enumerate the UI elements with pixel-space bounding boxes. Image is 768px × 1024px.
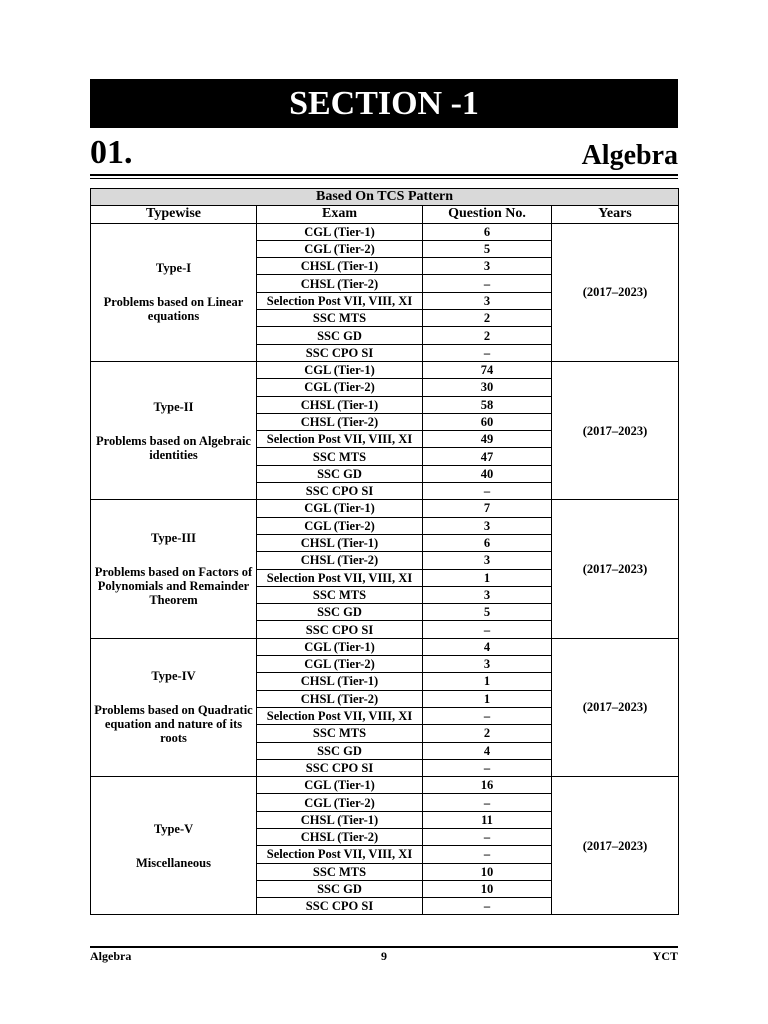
exam-cell: CHSL (Tier-2): [257, 690, 423, 707]
question-count-cell: –: [423, 621, 552, 638]
exam-cell: SSC GD: [257, 465, 423, 482]
table-row: [91, 500, 679, 517]
question-count-cell: –: [423, 794, 552, 811]
exam-cell: Selection Post VII, VIII, XI: [257, 431, 423, 448]
tcs-pattern-table: [90, 188, 679, 915]
exam-cell: SSC MTS: [257, 448, 423, 465]
question-count-cell: 2: [423, 310, 552, 327]
question-count-cell: 5: [423, 604, 552, 621]
chapter-header: [90, 132, 678, 172]
exam-cell: SSC GD: [257, 742, 423, 759]
exam-cell: CGL (Tier-2): [257, 379, 423, 396]
question-count-cell: –: [423, 483, 552, 500]
exam-cell: SSC GD: [257, 880, 423, 897]
type-label: Type-V: [153, 821, 194, 836]
table-row: [91, 223, 679, 240]
exam-cell: CGL (Tier-1): [257, 638, 423, 655]
exam-cell: SSC CPO SI: [257, 759, 423, 776]
type-label: Type-III: [151, 531, 196, 546]
question-count-cell: 6: [423, 534, 552, 551]
question-count-cell: 16: [423, 777, 552, 794]
question-count-cell: 4: [423, 638, 552, 655]
question-count-cell: 3: [423, 517, 552, 534]
column-header-years: Years: [552, 206, 679, 223]
column-header-question-no: Question No.: [423, 206, 552, 223]
exam-cell: Selection Post VII, VIII, XI: [257, 569, 423, 586]
exam-cell: Selection Post VII, VIII, XI: [257, 846, 423, 863]
question-count-cell: 3: [423, 586, 552, 603]
question-count-cell: 40: [423, 465, 552, 482]
table-row: [91, 777, 679, 794]
years-cell: (2017–2023): [552, 777, 679, 915]
exam-cell: SSC MTS: [257, 586, 423, 603]
exam-cell: CGL (Tier-1): [257, 500, 423, 517]
question-count-cell: 1: [423, 569, 552, 586]
chapter-number: 01.: [90, 134, 133, 171]
exam-cell: CGL (Tier-2): [257, 517, 423, 534]
exam-cell: CGL (Tier-1): [257, 223, 423, 240]
question-count-cell: 7: [423, 500, 552, 517]
question-count-cell: –: [423, 846, 552, 863]
column-header-exam: Exam: [257, 206, 423, 223]
type-description: Problems based on Quadratic equation and nature of its roots: [94, 703, 253, 746]
section-title: SECTION -1: [289, 84, 479, 122]
question-count-cell: –: [423, 898, 552, 915]
table-row: [91, 638, 679, 655]
table-row: [91, 361, 679, 378]
exam-cell: CHSL (Tier-1): [257, 258, 423, 275]
question-count-cell: –: [423, 275, 552, 292]
question-count-cell: –: [423, 344, 552, 361]
type-label: Type-IV: [151, 669, 196, 684]
exam-cell: CGL (Tier-2): [257, 240, 423, 257]
exam-cell: CHSL (Tier-2): [257, 413, 423, 430]
exam-cell: CHSL (Tier-1): [257, 534, 423, 551]
question-count-cell: 6: [423, 223, 552, 240]
exam-cell: CGL (Tier-2): [257, 794, 423, 811]
question-count-cell: 10: [423, 863, 552, 880]
years-cell: (2017–2023): [552, 638, 679, 776]
question-count-cell: 3: [423, 656, 552, 673]
header-rule-thin: [90, 178, 678, 179]
type-description: Problems based on Linear equations: [103, 295, 244, 324]
exam-cell: SSC CPO SI: [257, 898, 423, 915]
exam-cell: CGL (Tier-1): [257, 777, 423, 794]
table-caption: Based On TCS Pattern: [91, 189, 679, 206]
section-banner: [90, 79, 678, 128]
exam-cell: CHSL (Tier-2): [257, 828, 423, 845]
question-count-cell: 3: [423, 552, 552, 569]
type-description: Miscellaneous: [136, 855, 211, 870]
question-count-cell: 58: [423, 396, 552, 413]
type-label: Type-I: [155, 261, 192, 276]
table-body: [91, 223, 679, 915]
column-header-typewise: Typewise: [91, 206, 257, 223]
question-count-cell: 4: [423, 742, 552, 759]
exam-cell: SSC MTS: [257, 725, 423, 742]
question-count-cell: –: [423, 759, 552, 776]
type-description: Problems based on Factors of Polynomials and Remainder Theorem: [94, 565, 253, 608]
type-cell: [91, 361, 257, 499]
question-count-cell: –: [423, 707, 552, 724]
question-count-cell: 74: [423, 361, 552, 378]
exam-cell: SSC MTS: [257, 310, 423, 327]
question-count-cell: 30: [423, 379, 552, 396]
years-cell: (2017–2023): [552, 361, 679, 499]
header-rule-thick: [90, 174, 678, 176]
question-count-cell: 49: [423, 431, 552, 448]
years-cell: (2017–2023): [552, 223, 679, 361]
exam-cell: CGL (Tier-1): [257, 361, 423, 378]
years-cell: (2017–2023): [552, 500, 679, 638]
question-count-cell: 1: [423, 673, 552, 690]
exam-cell: CHSL (Tier-1): [257, 396, 423, 413]
footer-publisher: YCT: [652, 949, 678, 963]
type-cell: [91, 638, 257, 776]
exam-cell: SSC CPO SI: [257, 621, 423, 638]
exam-cell: CHSL (Tier-2): [257, 552, 423, 569]
question-count-cell: –: [423, 828, 552, 845]
exam-cell: CHSL (Tier-1): [257, 673, 423, 690]
question-count-cell: 10: [423, 880, 552, 897]
footer-subject: Algebra: [90, 949, 132, 963]
exam-cell: SSC MTS: [257, 863, 423, 880]
question-count-cell: 2: [423, 327, 552, 344]
type-description: Problems based on Algebraic identities: [96, 433, 251, 462]
question-count-cell: 5: [423, 240, 552, 257]
type-cell: [91, 777, 257, 915]
question-count-cell: 11: [423, 811, 552, 828]
page-number: 9: [381, 949, 387, 963]
chapter-name: Algebra: [581, 140, 678, 171]
exam-cell: CGL (Tier-2): [257, 656, 423, 673]
footer-rule: [90, 946, 678, 948]
exam-cell: Selection Post VII, VIII, XI: [257, 292, 423, 309]
page-footer: [90, 949, 678, 965]
type-cell: [91, 500, 257, 638]
exam-cell: CHSL (Tier-1): [257, 811, 423, 828]
question-count-cell: 1: [423, 690, 552, 707]
exam-cell: SSC CPO SI: [257, 483, 423, 500]
exam-cell: SSC CPO SI: [257, 344, 423, 361]
exam-cell: SSC GD: [257, 604, 423, 621]
question-count-cell: 60: [423, 413, 552, 430]
question-count-cell: 3: [423, 258, 552, 275]
question-count-cell: 47: [423, 448, 552, 465]
question-count-cell: 3: [423, 292, 552, 309]
exam-cell: Selection Post VII, VIII, XI: [257, 707, 423, 724]
type-cell: [91, 223, 257, 361]
exam-cell: CHSL (Tier-2): [257, 275, 423, 292]
question-count-cell: 2: [423, 725, 552, 742]
exam-cell: SSC GD: [257, 327, 423, 344]
type-label: Type-II: [153, 399, 194, 414]
